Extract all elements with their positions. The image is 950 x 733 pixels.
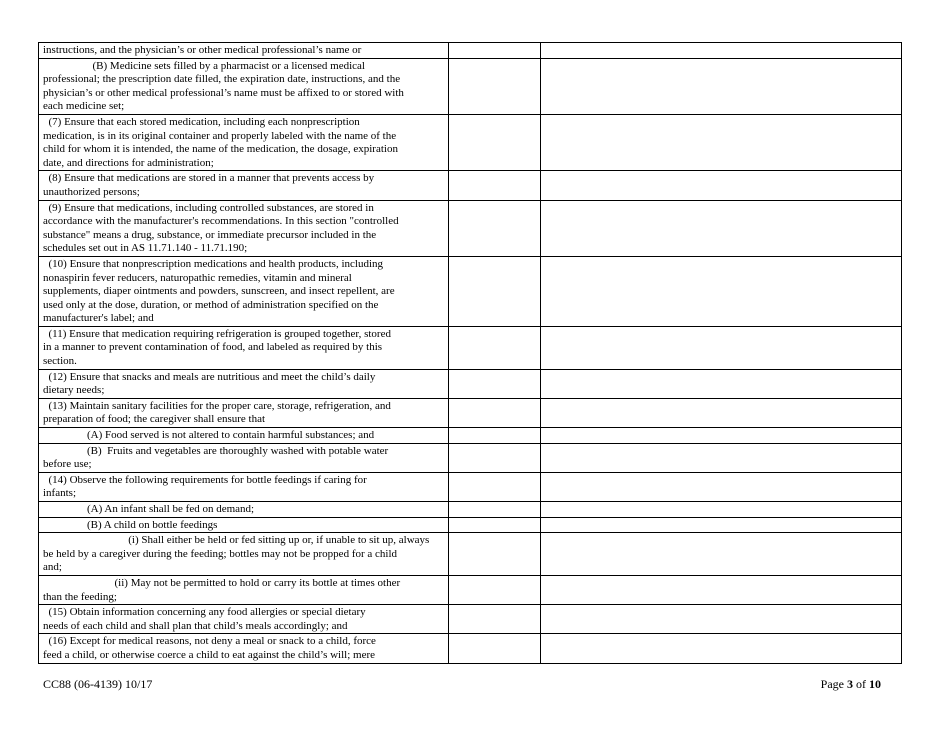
compliance-cell[interactable]	[449, 517, 541, 533]
compliance-cell[interactable]	[449, 634, 541, 663]
regulations-checklist-table	[38, 42, 902, 664]
requirement-text: (B) Medicine sets filled by a pharmacist or a licensed medical professional; the prescription date filled, the expiration date, instructions, and the physician’s or other medical professional’s name must be affixed to or stored with each medicine set;	[39, 58, 449, 114]
compliance-cell[interactable]	[449, 502, 541, 518]
table-row	[39, 428, 902, 444]
compliance-cell[interactable]	[449, 472, 541, 501]
page-number	[821, 677, 881, 692]
comments-cell[interactable]	[541, 605, 902, 634]
comments-cell[interactable]	[541, 200, 902, 256]
table-row	[39, 256, 902, 326]
comments-cell[interactable]	[541, 517, 902, 533]
table-row	[39, 58, 902, 114]
compliance-cell[interactable]	[449, 200, 541, 256]
table-row	[39, 472, 902, 501]
requirement-text: (B) A child on bottle feedings	[39, 517, 449, 533]
comments-cell[interactable]	[541, 634, 902, 663]
comments-cell[interactable]	[541, 443, 902, 472]
comments-cell[interactable]	[541, 256, 902, 326]
compliance-cell[interactable]	[449, 43, 541, 59]
compliance-cell[interactable]	[449, 533, 541, 576]
table-row	[39, 533, 902, 576]
compliance-cell[interactable]	[449, 398, 541, 427]
requirement-text: (ii) May not be permitted to hold or carry its bottle at times other than the feeding;	[39, 575, 449, 604]
comments-cell[interactable]	[541, 43, 902, 59]
compliance-cell[interactable]	[449, 428, 541, 444]
comments-cell[interactable]	[541, 502, 902, 518]
requirement-text: (10) Ensure that nonprescription medications and health products, including nonaspirin fever reducers, naturopathic remedies, vitamin and mineral supplements, diaper ointments and powders, sunscreen, and insect repellent, are used only at the dose, duration, or method of administration specified on the manufacturer's label; and	[39, 256, 449, 326]
compliance-cell[interactable]	[449, 326, 541, 369]
compliance-cell[interactable]	[449, 605, 541, 634]
requirement-text: (11) Ensure that medication requiring refrigeration is grouped together, stored in a manner to prevent contamination of food, and labeled as required by this section.	[39, 326, 449, 369]
compliance-cell[interactable]	[449, 171, 541, 200]
comments-cell[interactable]	[541, 398, 902, 427]
requirement-text: (i) Shall either be held or fed sitting up or, if unable to sit up, always be held by a caregiver during the feeding; bottles may not be propped for a child and;	[39, 533, 449, 576]
requirement-text: (14) Observe the following requirements for bottle feedings if caring for infants;	[39, 472, 449, 501]
table-row	[39, 575, 902, 604]
compliance-cell[interactable]	[449, 58, 541, 114]
table-row	[39, 517, 902, 533]
compliance-cell[interactable]	[449, 256, 541, 326]
table-row	[39, 43, 902, 59]
form-identifier: CC88 (06-4139) 10/17	[43, 677, 153, 691]
table-row	[39, 171, 902, 200]
page-of: of	[856, 677, 866, 691]
comments-cell[interactable]	[541, 171, 902, 200]
table-body	[39, 43, 902, 664]
comments-cell[interactable]	[541, 58, 902, 114]
requirement-text: (A) Food served is not altered to contain harmful substances; and	[39, 428, 449, 444]
compliance-cell[interactable]	[449, 369, 541, 398]
comments-cell[interactable]	[541, 369, 902, 398]
requirement-text: instructions, and the physician’s or other medical professional’s name or	[39, 43, 449, 59]
requirement-text: (9) Ensure that medications, including controlled substances, are stored in accordance with the manufacturer's recommendations. In this section "controlled substance" means a drug, substance, or immediate precursor included in the schedules set out in AS 11.71.140 - 11.71.190;	[39, 200, 449, 256]
requirement-text: (16) Except for medical reasons, not deny a meal or snack to a child, force feed a child, or otherwise coerce a child to eat against the child’s will; mere	[39, 634, 449, 663]
page-total: 10	[869, 677, 881, 691]
requirement-text: (A) An infant shall be fed on demand;	[39, 502, 449, 518]
requirement-text: (13) Maintain sanitary facilities for the proper care, storage, refrigeration, and preparation of food; the caregiver shall ensure that	[39, 398, 449, 427]
table-row	[39, 398, 902, 427]
table-row	[39, 634, 902, 663]
requirement-text: (B) Fruits and vegetables are thoroughly washed with potable water before use;	[39, 443, 449, 472]
compliance-cell[interactable]	[449, 114, 541, 170]
requirement-text: (7) Ensure that each stored medication, including each nonprescription medication, is in its original container and properly labeled with the name of the child for whom it is intended, the name of the medication, the dosage, expiration date, and directions for administration;	[39, 114, 449, 170]
comments-cell[interactable]	[541, 326, 902, 369]
compliance-cell[interactable]	[449, 575, 541, 604]
table-row	[39, 200, 902, 256]
comments-cell[interactable]	[541, 114, 902, 170]
requirement-text: (8) Ensure that medications are stored in a manner that prevents access by unauthorized persons;	[39, 171, 449, 200]
page-current: 3	[847, 677, 853, 691]
page-label: Page	[820, 677, 844, 691]
table-row	[39, 326, 902, 369]
table-row	[39, 605, 902, 634]
comments-cell[interactable]	[541, 533, 902, 576]
table-row	[39, 502, 902, 518]
comments-cell[interactable]	[541, 472, 902, 501]
table-row	[39, 114, 902, 170]
requirement-text: (12) Ensure that snacks and meals are nutritious and meet the child’s daily dietary needs;	[39, 369, 449, 398]
compliance-cell[interactable]	[449, 443, 541, 472]
comments-cell[interactable]	[541, 428, 902, 444]
table-row	[39, 369, 902, 398]
table-row	[39, 443, 902, 472]
comments-cell[interactable]	[541, 575, 902, 604]
requirement-text: (15) Obtain information concerning any food allergies or special dietary needs of each child and shall plan that child’s meals accordingly; and	[39, 605, 449, 634]
